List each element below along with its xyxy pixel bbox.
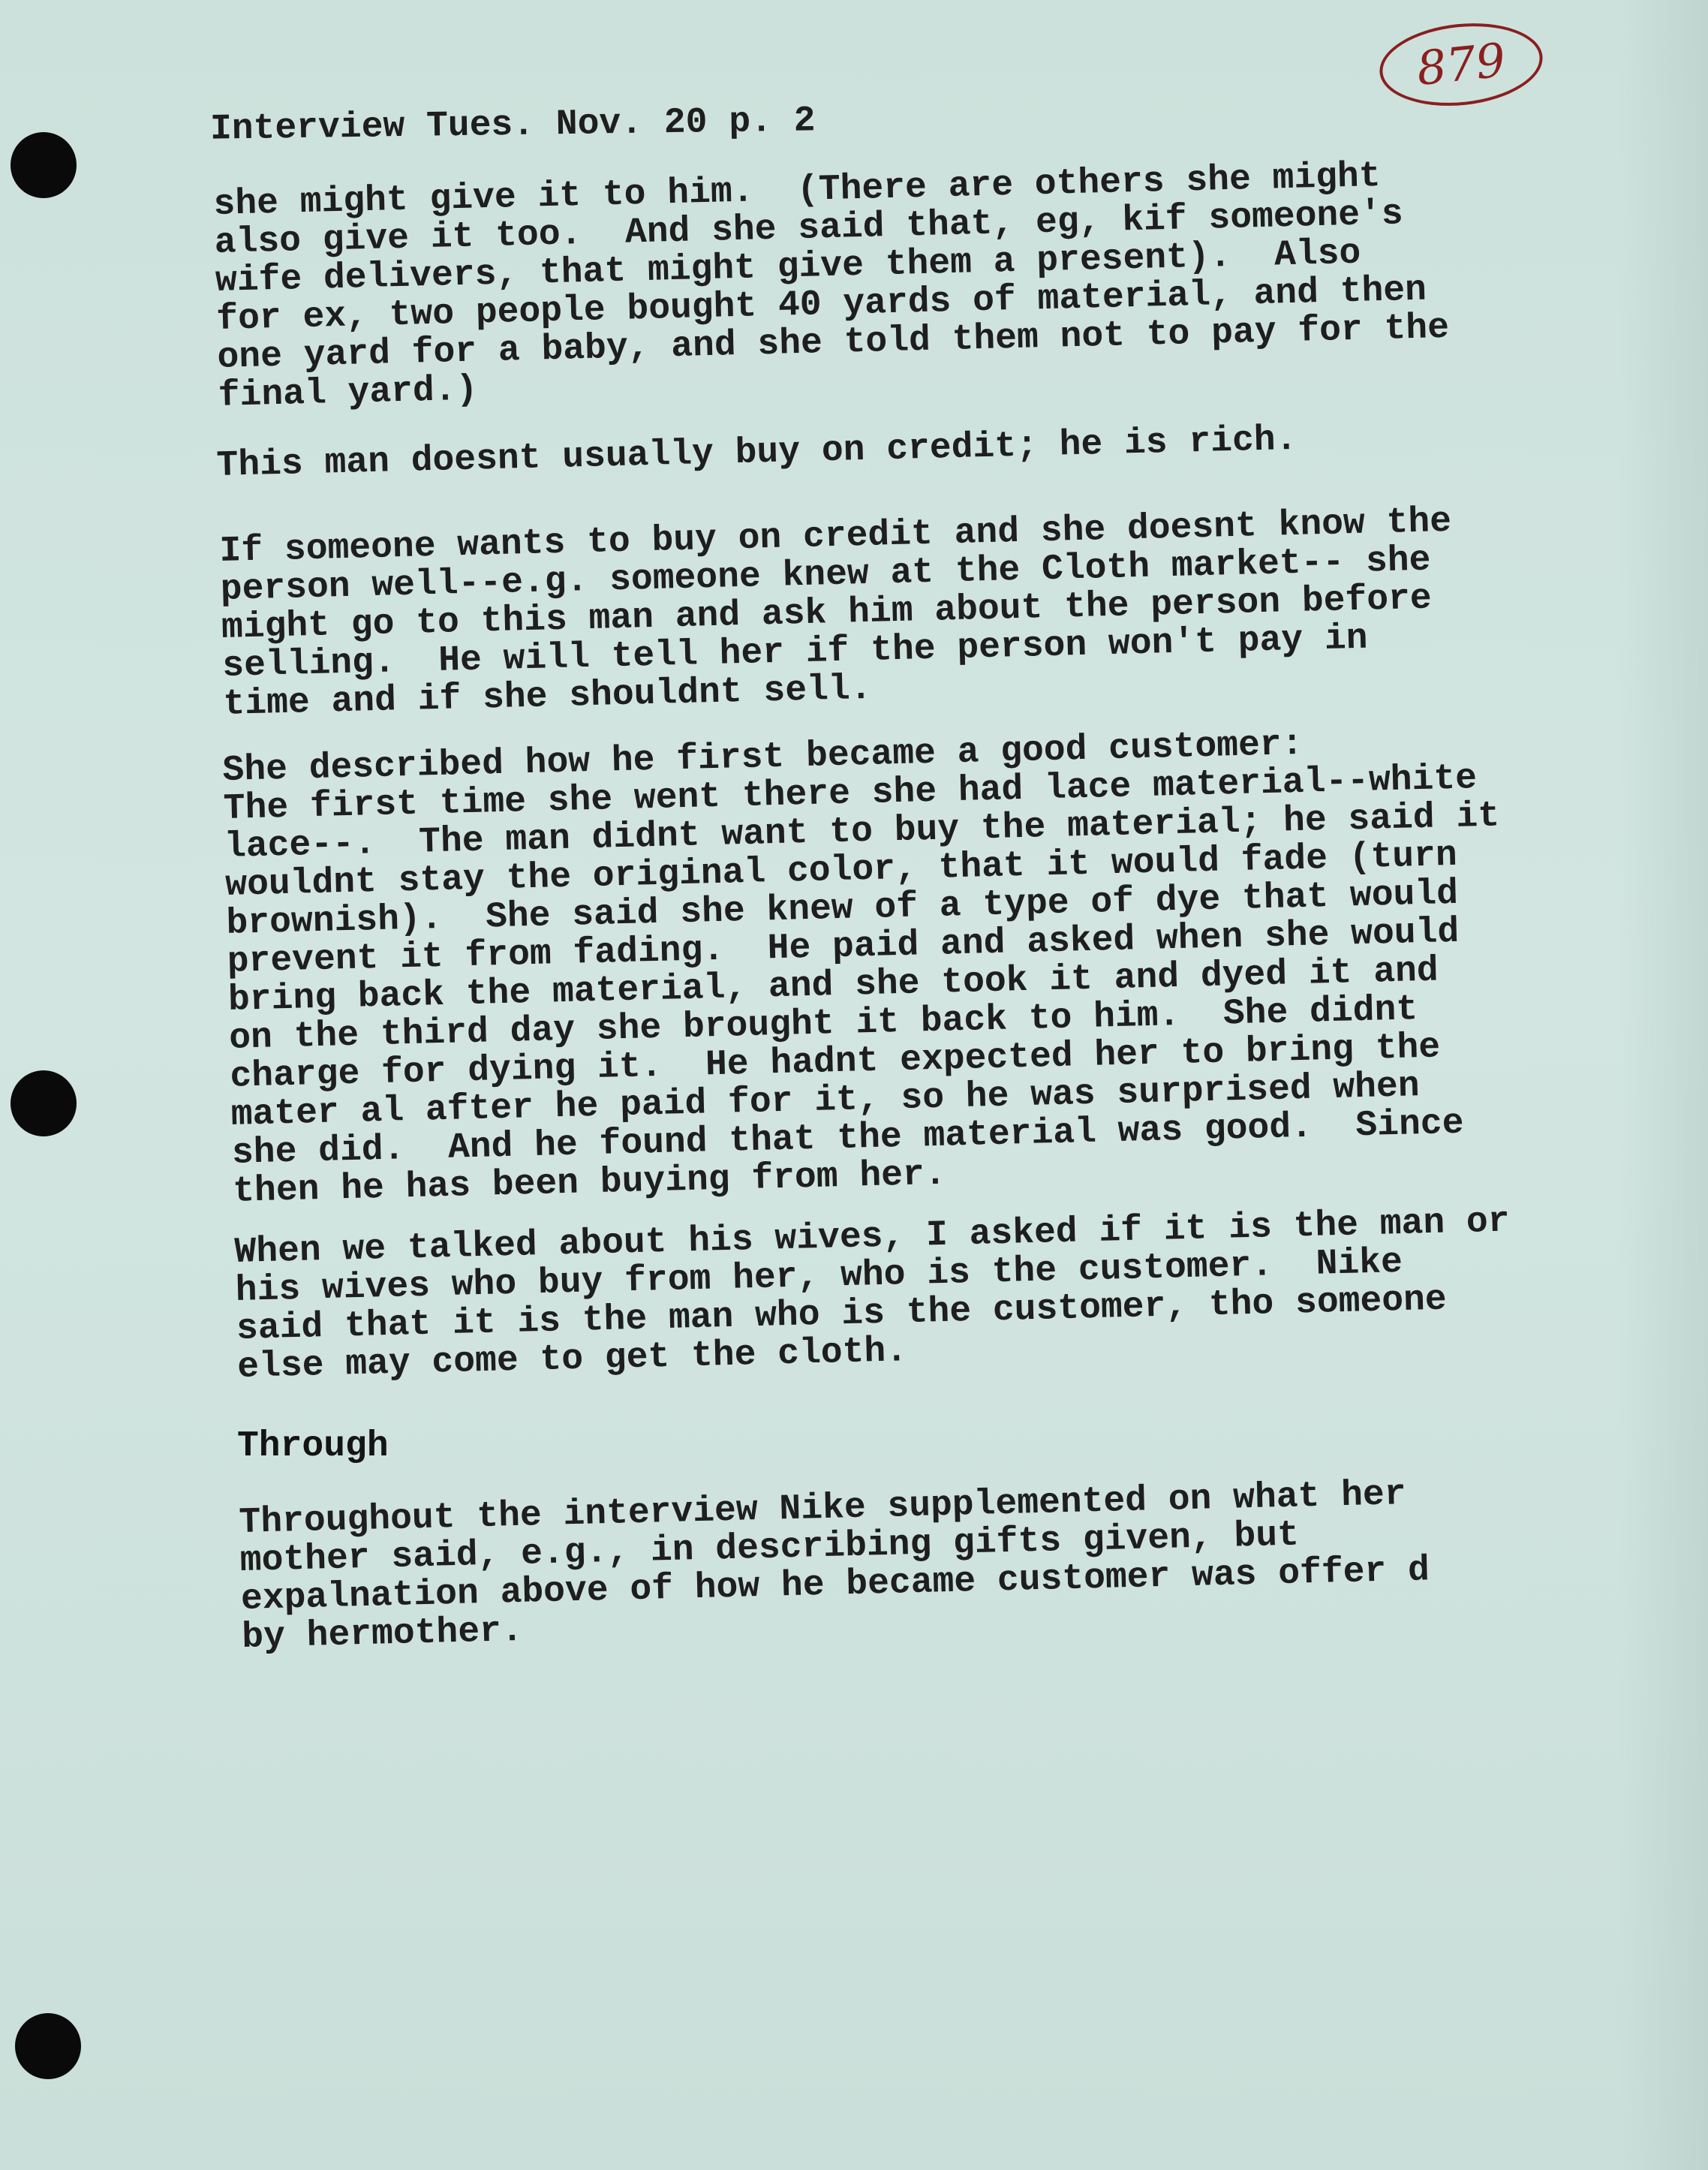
paragraph-credit: This man doesnt usually buy on credit; he is rich. [215,419,1298,486]
paragraph-throughout: Throughout the interview Nike supplemented on what her mother said, e.g., in describing gifts given, but expalnation above of how he became customer was offer d by hermother. [238,1473,1430,1658]
paragraph-wives: When we talked about his wives, I asked if it is the man or his wives who buy from her, who is the customer. Nike said that it is the man who is the customer, tho someone else may come to get the cloth. [233,1201,1511,1388]
paragraph-gifts: she might give it to him. (There are others she might also give it too. And she said that, eg, kif someone's wife delivers, that might give them a present). Also for ex, two people bought 40 yards of material, and then one yard for a baby, and she told them not to pay for the final yard.) [212,155,1450,417]
struck-out-word: Through [237,1426,389,1467]
punch-hole-middle [11,1070,77,1136]
page-number: 879 [1376,16,1547,113]
paragraph-buy-on-credit: If someone wants to buy on credit and she doesnt know the person well--e.g. someone knew at the Cloth market-- she might go to this man and ask him about the person before selling. He will tell her if the person won't pay in time and if she shouldnt sell. [218,501,1452,725]
paper-edge-shadow [1618,0,1708,2170]
punch-hole-top [11,132,77,198]
punch-hole-bottom [15,2013,81,2079]
page-header: Interview Tues. Nov. 20 p. 2 [209,101,816,150]
paragraph-good-customer: She described how he first became a good customer: The first time she went there she had lace material--white lace--. The man didnt want to buy the material; he said it wouldnt stay the original color, that it would fade (turn brownish). She said she knew of a type of dye that would prevent it from fading. He paid and asked when she would bring back the material, and she took it and dyed it and on the third day she brought it back to him. She didnt charge for dying it. He hadnt expected her to bring the mater al after he paid for it, so he was surprised when she did. And he found that the material was good. Since then he has been buying from her. [221,724,1500,1212]
